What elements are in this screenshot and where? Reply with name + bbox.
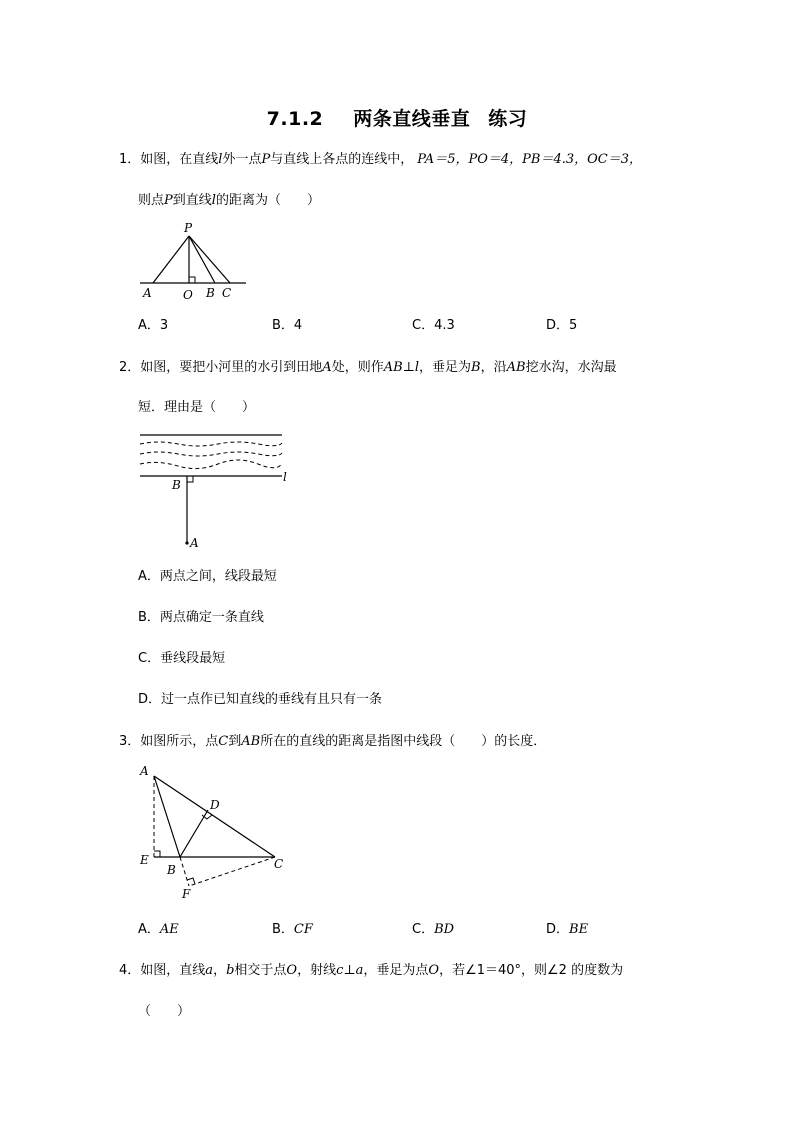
q1-line1	[119, 150, 642, 170]
q3-text-a: 如图所示，点	[140, 734, 219, 749]
q1-l: l	[218, 152, 223, 167]
q2-figure	[138, 430, 298, 555]
q3-option-b-value: CF	[293, 922, 313, 937]
q2-a: A	[322, 360, 332, 375]
q2-fig-label-l: l	[283, 470, 287, 484]
q3-fig-label-a: A	[140, 764, 149, 778]
q2-line2: 短．理由是（ ）	[138, 400, 256, 415]
q3-option-c-letter: C．	[412, 922, 435, 937]
q1-line2-p: P	[164, 193, 173, 208]
q3-option-d[interactable]	[546, 920, 588, 940]
q4-text-c: ，射线	[297, 963, 337, 978]
title-section: 7.1.2	[266, 108, 324, 130]
title-suffix: 练习	[488, 108, 528, 130]
q1-oc: OC＝3，	[587, 152, 643, 167]
q1-fig-label-p: P	[184, 221, 193, 235]
q1-text-c: 与直线上各点的连线中，	[270, 152, 414, 167]
q4-a: a	[205, 963, 214, 978]
q1-line2-a: 则点	[138, 193, 165, 208]
q2-ab2: AB	[506, 360, 526, 375]
q3-option-a-value: AE	[159, 922, 179, 937]
q1-po: PO＝4，	[468, 152, 523, 167]
q3-fig-label-b: B	[167, 863, 176, 877]
page-title	[0, 104, 794, 131]
q1-line2-l: l	[211, 193, 216, 208]
q3-option-a[interactable]	[138, 920, 179, 940]
q2-option-a[interactable]: A．两点之间，线段最短	[138, 569, 277, 584]
q1-number: 1．	[119, 152, 141, 167]
q3-option-d-letter: D．	[546, 922, 570, 937]
q3-text-b: 到	[228, 734, 242, 749]
q3-fig-label-c: C	[274, 857, 284, 871]
title-topic: 两条直线垂直	[353, 108, 471, 130]
q3-line1	[119, 732, 546, 752]
q2-ab: AB⊥l	[383, 360, 420, 375]
q2-text-a: 如图，要把小河里的水引到田地	[140, 360, 323, 375]
q3-option-d-value: BE	[569, 922, 589, 937]
q1-option-a[interactable]: A．3	[138, 318, 169, 333]
q3-option-b-letter: B．	[272, 922, 294, 937]
q1-pa: PA＝5，	[417, 152, 469, 167]
q1-option-b[interactable]: B．4	[272, 318, 303, 333]
q3-number: 3．	[119, 734, 141, 749]
q4-number: 4．	[119, 963, 141, 978]
q2-line1	[119, 358, 617, 378]
q2-option-b[interactable]: B．两点确定一条直线	[138, 610, 264, 625]
q2-b: B	[471, 360, 481, 375]
q1-fig-label-c: C	[222, 286, 232, 300]
q4-text-e: ，若∠1＝40°，则∠2 的度数为	[439, 963, 624, 978]
q2-option-c[interactable]: C．垂线段最短	[138, 651, 226, 666]
q1-line2	[138, 191, 320, 211]
q1-line2-c: 的距离为（ ）	[215, 193, 320, 208]
q3-ab: AB	[241, 734, 261, 749]
q4-text-a: 如图，直线	[140, 963, 206, 978]
q3-figure	[138, 762, 298, 902]
q4-text-b: 相交于点	[234, 963, 287, 978]
q1-fig-label-b: B	[206, 286, 215, 300]
q4-ca: c⊥a	[336, 963, 364, 978]
q3-fig-label-e: E	[140, 853, 149, 867]
q3-option-c-value: BD	[434, 922, 455, 937]
q2-number: 2．	[119, 360, 141, 375]
q4-sep: ，	[213, 963, 227, 978]
q3-option-b[interactable]	[272, 920, 313, 940]
q1-fig-label-a: A	[143, 286, 152, 300]
q2-text-b: 处，则作	[331, 360, 384, 375]
q1-fig-label-o: O	[183, 288, 193, 302]
q3-text-c: 所在的直线的距离是指图中线段（ ）的长度．	[260, 734, 547, 749]
q1-pb: PB＝4.3，	[522, 152, 588, 167]
q4-b: b	[226, 963, 235, 978]
q4-o2: O	[428, 963, 440, 978]
q1-option-d[interactable]: D．5	[546, 318, 578, 333]
q2-fig-label-b: B	[172, 478, 181, 492]
q2-option-d[interactable]: D．过一点作已知直线的垂线有且只有一条	[138, 692, 383, 707]
q1-line2-b: 到直线	[172, 193, 212, 208]
q2-text-e: 挖水沟，水沟最	[525, 360, 617, 375]
q1-text-a: 如图，在直线	[140, 152, 219, 167]
q3-fig-label-f: F	[182, 887, 191, 901]
q2-text-d: ，沿	[480, 360, 507, 375]
q4-o: O	[286, 963, 298, 978]
q4-text-d: ，垂足为点	[363, 963, 429, 978]
q2-text-c: ，垂足为	[419, 360, 472, 375]
q3-option-a-letter: A．	[138, 922, 160, 937]
q3-fig-label-d: D	[210, 798, 220, 812]
q1-p: P	[261, 152, 271, 167]
q2-fig-label-a: A	[190, 536, 199, 550]
q4-line1	[119, 961, 623, 981]
q3-c: C	[218, 734, 229, 749]
q3-option-c[interactable]	[412, 920, 454, 940]
q1-text-b: 外一点	[222, 152, 262, 167]
q1-figure	[138, 218, 258, 308]
q4-line2: （ ）	[138, 1004, 191, 1019]
q1-option-c[interactable]: C．4.3	[412, 318, 455, 333]
